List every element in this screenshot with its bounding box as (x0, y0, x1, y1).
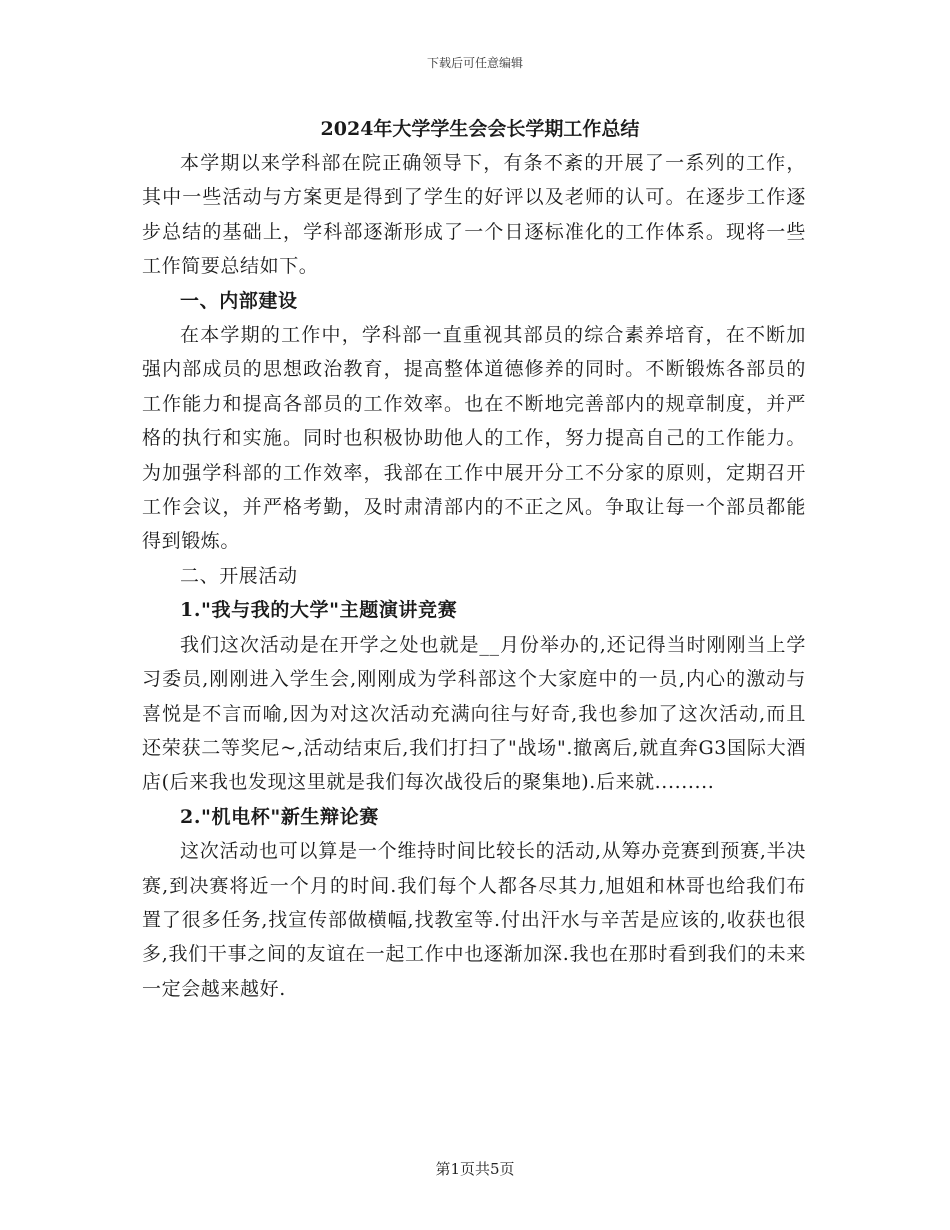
section-heading-internal: 一、内部建设 (180, 289, 298, 312)
activity-body-speech: 我们这次活动是在开学之处也就是__月份举办的,还记得当时刚刚当上学习委员,刚刚进入学生会,刚刚成为学科部这个大家庭中的一员,内心的激动与喜悦是不言而喻,因为对这次活动充满向往与好奇,我也参加了这次活动,而且还荣获二等奖尼~,活动结束后,我们打扫了"战场".撤离后,就直奔G3国际大酒店(后来我也发现这里就是我们每次战役后的聚集地).后来就......... (142, 633, 806, 794)
document-body (142, 112, 806, 1006)
activity-body-debate: 这次活动也可以算是一个维持时间比较长的活动,从筹办竞赛到预赛,半决赛,到决赛将近一个月的时间.我们每个人都各尽其力,旭姐和林哥也给我们布置了很多任务,找宣传部做横幅,找教室等.付出汗水与辛苦是应该的,收获也很多,我们干事之间的友谊在一起工作中也逐渐加深.我也在那时看到我们的未来一定会越来越好. (142, 840, 806, 1000)
page-footer: 第1页共5页 (435, 1160, 515, 1178)
header-note: 下载后可任意编辑 (426, 56, 523, 70)
activity-heading-debate: 2."机电杯"新生辩论赛 (180, 805, 379, 828)
intro-paragraph: 本学期以来学科部在院正确领导下，有条不紊的开展了一系列的工作，其中一些活动与方案更是得到了学生的好评以及老师的认可。在逐步工作逐步总结的基础上，学科部逐渐形成了一个日逐标准化的工作体系。现将一些工作简要总结如下。 (142, 152, 806, 278)
activity-heading-speech: 1."我与我的大学"主题演讲竞赛 (180, 599, 458, 622)
section-heading-activities: 二、开展活动 (180, 564, 298, 587)
section-body-internal: 在本学期的工作中，学科部一直重视其部员的综合素养培育，在不断加强内部成员的思想政治教育，提高整体道德修养的同时。不断锻炼各部员的工作能力和提高各部员的工作效率。也在不断地完善部内的规章制度，并严格的执行和实施。同时也积极协助他人的工作，努力提高自己的工作能力。为加强学科部的工作效率，我部在工作中展开分工不分家的原则，定期召开工作会议，并严格考勤，及时肃清部内的不正之风。争取让每一个部员都能得到锻炼。 (142, 324, 806, 553)
document-title: 2024年大学学生会会长学期工作总结 (320, 118, 640, 140)
